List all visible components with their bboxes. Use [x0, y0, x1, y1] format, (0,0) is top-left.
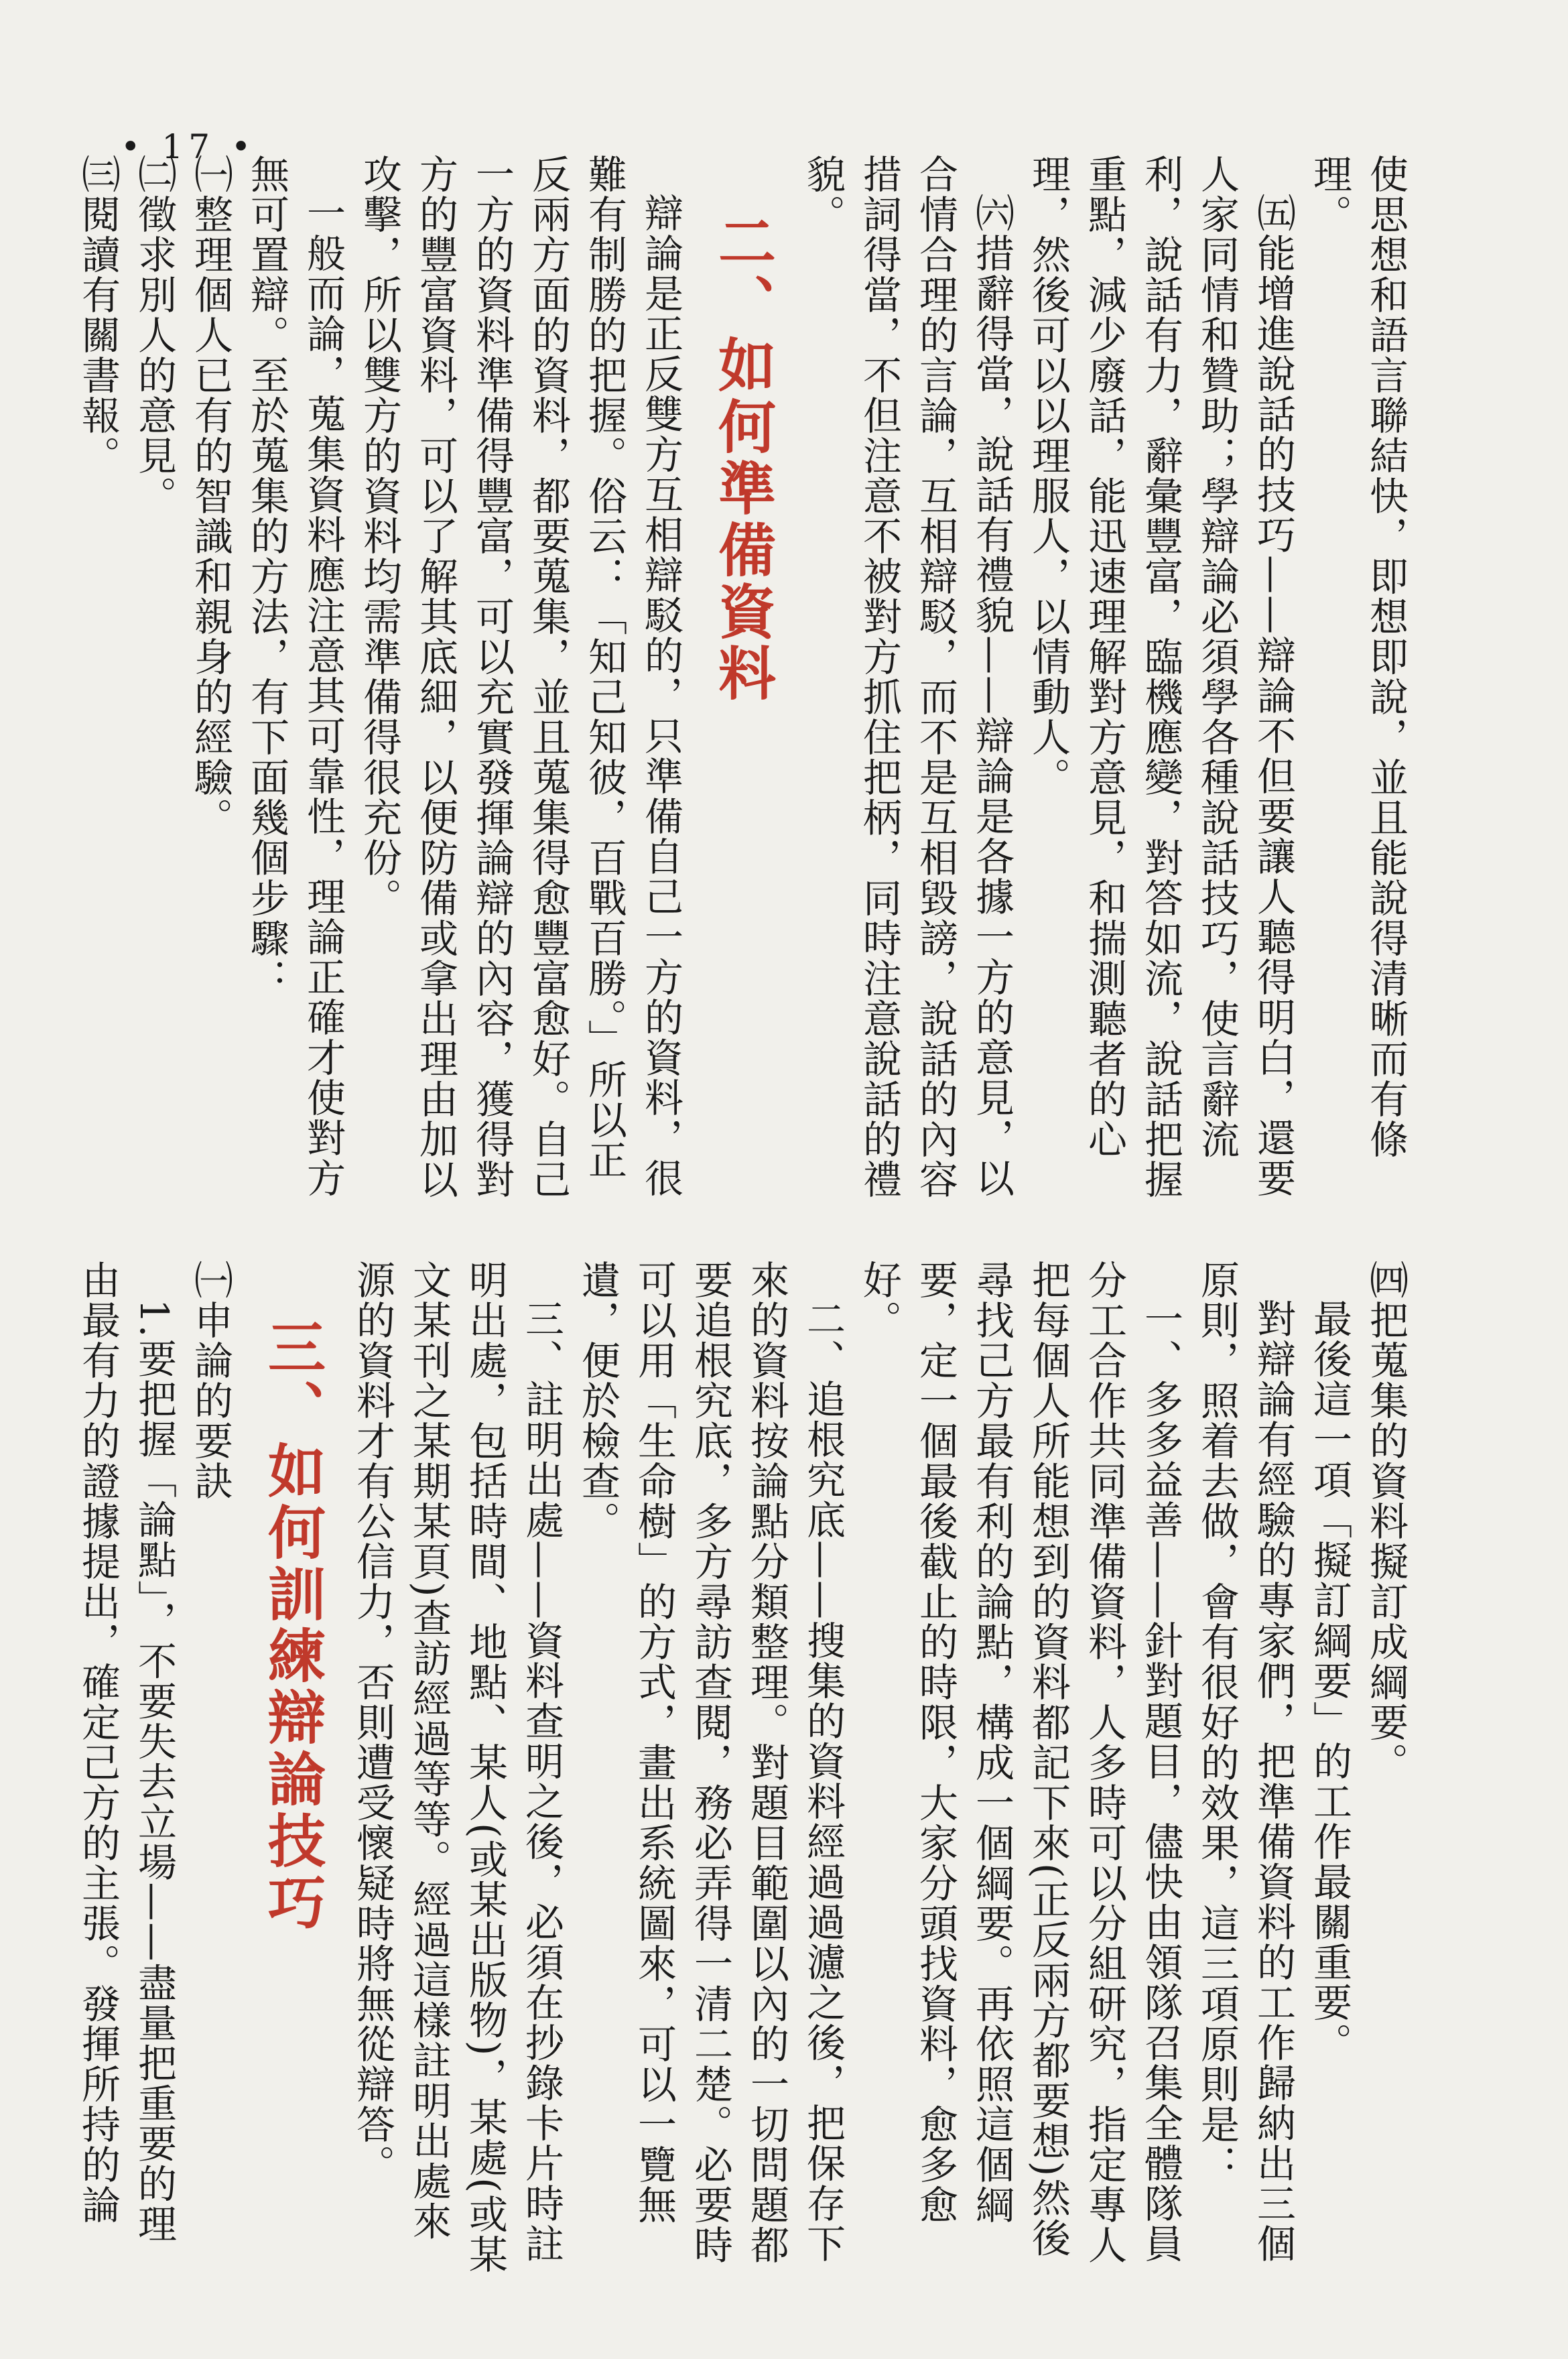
text-block-top [75, 154, 1414, 1213]
list-item: ㈣把蒐集的資料擬訂成綱要。 [1363, 1260, 1409, 1783]
paragraph: 最後這一項「擬訂綱要」的工作最關重要。 [1307, 1299, 1352, 2063]
section-heading: 二、如何準備資料 [708, 212, 776, 705]
page-number: • 17 • [121, 127, 257, 166]
section-heading: 三、如何訓練辯論技巧 [258, 1318, 326, 1934]
paragraph: 使思想和語言聯結快，即想即說，並且能說得清晰而有條理。 [1307, 154, 1409, 1159]
paragraph: 一、多多益善——針對題目，儘快由領隊召集全體隊員分工合作共同準備資料，人多時可以分組研究，指定專人把每個人所能想到的資料都記下來(正反兩方都要想)然後尋找己方最有利的論點，構成一個綱要。再依照這個綱要，定一個最後截止的時限，大家分頭找資料，愈多愈好。 [856, 1260, 1183, 2265]
list-item: ㈡徵求別人的意見。 [131, 154, 177, 516]
text-block-bottom [75, 1260, 1414, 2279]
paragraph: 辯論是正反雙方互相辯駁的，只準備自己一方的資料，很難有制勝的把握。俗云：「知己知彼，百戰百勝。」所以正反兩方面的資料，都要蒐集，並且蒐集得愈豐富愈好。自己一方的資料準備得豐富，可以充實發揮論辯的內容，獲得對方的豐富資料，可以了解其底細，以便防備或拿出理由加以攻擊，所以雙方的資料均需準備得很充份。 [356, 154, 683, 1200]
paragraph: 三、註明出處——資料查明之後，必須在抄錄卡片時註明出處，包括時間、地點、某人(或某出版物)，某處(或某文某刊之某期某頁)查訪經過等等。經過這樣註明出處來源的資料才有公信力，否則遭受懷疑時將無從辯答。 [350, 1260, 564, 2275]
list-item: ㈢閱讀有關書報。 [75, 154, 121, 476]
list-item: ㈠整理個人已有的智識和親身的經驗。 [188, 154, 233, 838]
paragraph: 二、追根究底——搜集的資料經過過濾之後，把保存下來的資料按論點分類整理。對題目範圍以內的一切問題都要追根究底，多方尋訪查閱，務必弄得一清二楚。必要時可以用「生命樹」的方式，畫出系統圖來，可以一覽無遺，便於檢查。 [575, 1260, 846, 2265]
paragraph: ㈥措辭得當，說話有禮貌——辯論是各據一方的意見，以合情合理的言論，互相辯駁，而不是互相毀謗，說話的內容措詞得當，不但注意不被對方抓住把柄，同時注意說話的禮貌。 [800, 154, 1015, 1200]
paragraph: 一般而論，蒐集資料應注意其可靠性，理論正確才使對方無可置辯。至於蒐集的方法，有下面幾個步驟： [244, 154, 346, 1198]
paragraph: ㈤能增進說話的技巧——辯論不但要讓人聽得明白，還要人家同情和贊助；學辯論必須學各種說話技巧，使言辭流利，說話有力，辭彙豐富，臨機應變，對答如流，說話把握重點，減少廢話，能迅速理解對方意見，和揣測聽者的心理，然後可以以理服人，以情動人。 [1025, 154, 1296, 1200]
paragraph: 對辯論有經驗的專家們，把準備資料的工作歸納出三個原則，照着去做，會有很好的效果，這三項原則是： [1194, 1260, 1296, 2264]
list-item: ㈠申論的要訣 [188, 1260, 233, 1501]
paragraph: 1.要把握「論點」，不要失去立場——盡量把重要的理由最有力的證據提出，確定己方的主張。發揮所持的論 [75, 1260, 177, 2244]
